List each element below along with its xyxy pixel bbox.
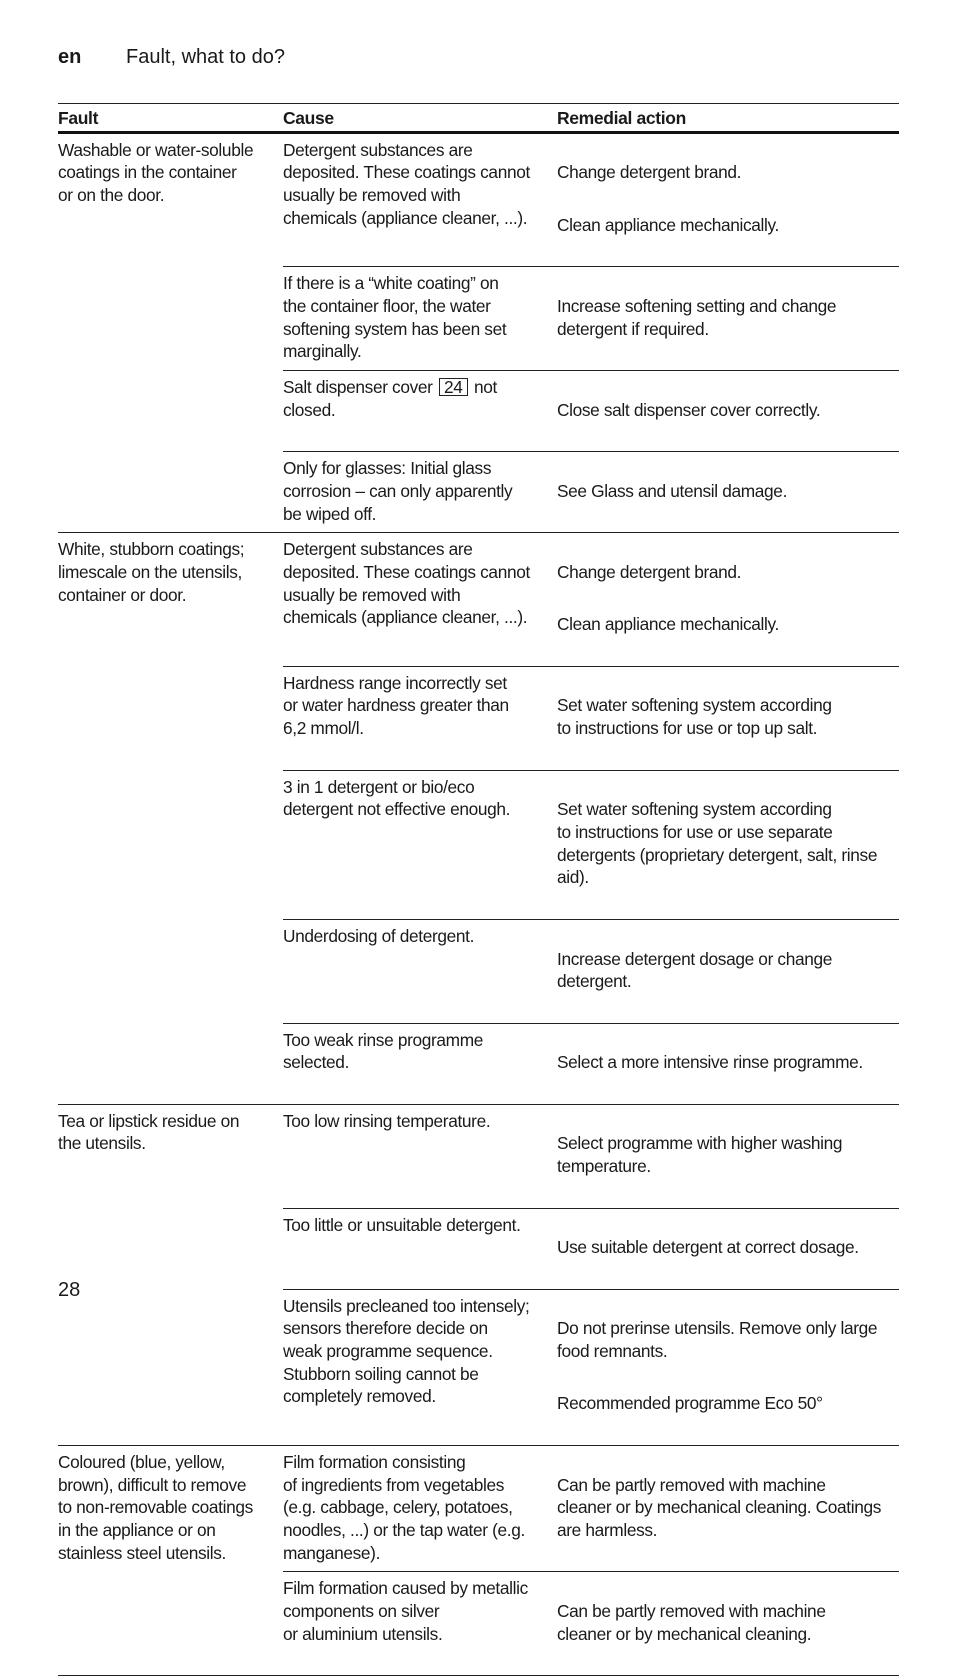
remedy-text: Increase detergent dosage or change detergent. <box>557 948 833 992</box>
table-row <box>58 132 899 267</box>
language-code: en <box>58 46 82 68</box>
remedy-text: Can be partly removed with machine cleaner or by mechanical cleaning. <box>557 1601 826 1644</box>
column-header-remedial-action: Remedial action <box>557 104 899 133</box>
page-number: 28 <box>58 1279 81 1301</box>
table-body <box>58 132 899 1675</box>
remedy-text: Increase softening setting and change detergent if required. <box>557 295 837 339</box>
fault-cell: Coloured (blue, yellow, brown), difficult to remove to non-removable coatings in the appliance or on stainless steel utensils. <box>58 1445 283 1675</box>
remedy-cell <box>557 1445 899 1572</box>
remedy-text: Select programme with higher washing temperature. <box>557 1133 843 1177</box>
remedy-cell <box>557 267 899 371</box>
table-header-row <box>58 104 899 133</box>
fault-cell: Tea or lipstick residue on the utensils. <box>58 1104 283 1445</box>
remedy-text: Can be partly removed with machine cleaner or by mechanical cleaning. Coatings are harmless. <box>557 1474 882 1540</box>
fault-table <box>58 103 899 1676</box>
remedy-text: Set water softening system according to instructions for use or use separate detergents (proprietary detergent, salt, rinse aid). <box>557 799 878 888</box>
remedy-text: Set water softening system according to instructions for use or top up salt. <box>557 695 832 739</box>
cause-cell: Underdosing of detergent. <box>283 919 557 1023</box>
cause-cell: 3 in 1 detergent or bio/eco detergent not effective enough. <box>283 770 557 919</box>
remedy-text: Use suitable detergent at correct dosage. <box>557 1237 859 1258</box>
remedy-cell <box>557 1289 899 1445</box>
remedy-text: Change detergent brand. <box>557 162 742 183</box>
cause-cell: Too little or unsuitable detergent. <box>283 1208 557 1289</box>
cause-cell: Too low rinsing temperature. <box>283 1104 557 1208</box>
remedy-text: Clean appliance mechanically. <box>557 214 779 235</box>
cause-text: not closed. <box>283 377 497 420</box>
remedy-cell <box>557 1104 899 1208</box>
remedy-text: Close salt dispenser cover correctly. <box>557 399 821 420</box>
table-row <box>58 533 899 667</box>
remedy-cell <box>557 770 899 919</box>
remedy-cell <box>557 1572 899 1676</box>
remedy-text: Clean appliance mechanically. <box>557 614 779 635</box>
cause-cell: Detergent substances are deposited. These coatings cannot usually be removed with chemicals (appliance cleaner, ...). <box>283 533 557 667</box>
remedy-cell <box>557 666 899 770</box>
remedy-cell <box>557 919 899 1023</box>
remedy-cell <box>557 1208 899 1289</box>
remedy-text: Do not prerinse utensils. Remove only large food remnants. <box>557 1318 878 1362</box>
remedy-cell <box>557 132 899 267</box>
table-row <box>58 1445 899 1572</box>
column-header-fault: Fault <box>58 104 283 133</box>
cause-cell: If there is a “white coating” on the container floor, the water softening system has been set marginally. <box>283 267 557 371</box>
cause-cell: Film formation consisting of ingredients from vegetables (e.g. cabbage, celery, potatoes, noodles, ...) or the tap water (e.g. manganese). <box>283 1445 557 1572</box>
cause-cell: Film formation caused by metallic components on silver or aluminium utensils. <box>283 1572 557 1676</box>
cause-cell: Only for glasses: Initial glass corrosion – can only apparently be wiped off. <box>283 452 557 533</box>
remedy-cell <box>557 371 899 452</box>
cause-cell: Too weak rinse programme selected. <box>283 1023 557 1104</box>
cause-cell: Detergent substances are deposited. These coatings cannot usually be removed with chemicals (appliance cleaner, ...). <box>283 139 530 228</box>
fault-cell: White, stubborn coatings; limescale on the utensils, container or door. <box>58 533 283 1104</box>
remedy-text: Select a more intensive rinse programme. <box>557 1052 863 1073</box>
remedy-cell <box>557 533 899 667</box>
table-row <box>58 1104 899 1208</box>
cause-text: Salt dispenser cover <box>283 377 438 398</box>
part-reference-number: 24 <box>439 378 468 396</box>
page-header <box>58 45 285 69</box>
remedy-text: Change detergent brand. <box>557 561 742 582</box>
fault-cell: Washable or water-soluble coatings in the container or on the door. <box>58 132 283 533</box>
cause-cell <box>283 371 557 452</box>
page-title: Fault, what to do? <box>126 46 285 68</box>
remedy-cell <box>557 452 899 533</box>
column-header-cause: Cause <box>283 104 557 133</box>
remedy-text: Recommended programme Eco 50° <box>557 1393 823 1414</box>
cause-cell: Utensils precleaned too intensely; sensors therefore decide on weak programme sequence. Stubborn soiling cannot be completely removed. <box>283 1289 557 1445</box>
remedy-text: See Glass and utensil damage. <box>557 480 788 501</box>
cause-cell: Hardness range incorrectly set or water hardness greater than 6,2 mmol/l. <box>283 666 557 770</box>
remedy-cell <box>557 1023 899 1104</box>
